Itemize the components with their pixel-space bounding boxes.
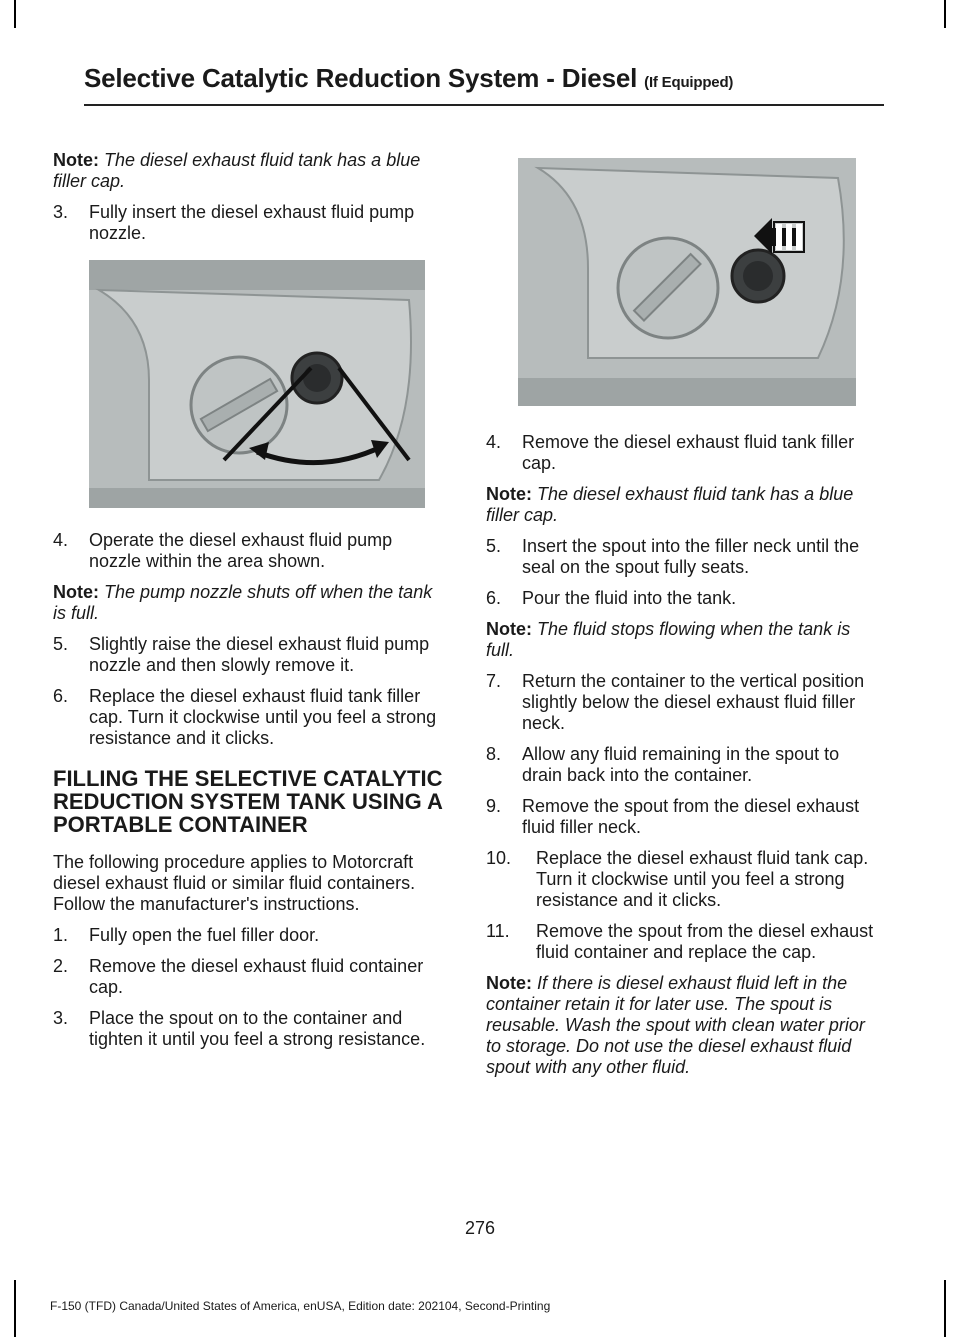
list-item: 3. Place the spout on to the container and tighten it until you feel a strong resistance. (53, 1008, 426, 1049)
list-item: 5. Insert the spout into the filler neck until the seal on the spout fully seats. (486, 536, 860, 577)
section-heading: FILLING THE SELECTIVE CATALYTIC REDUCTION SYSTEM TANK USING A PORTABLE CONTAINER (53, 766, 443, 837)
header-rule (84, 104, 884, 106)
right-column (486, 158, 882, 1088)
list-item: 6. Pour the fluid into the tank. (486, 588, 737, 608)
header-subtitle: (If Equipped) (644, 74, 734, 91)
crop-mark (944, 0, 946, 28)
crop-mark (14, 0, 16, 28)
page-header (84, 63, 884, 94)
list-item: 7. Return the container to the vertical position slightly below the diesel exhaust fluid filler neck. (486, 671, 865, 733)
note: Note: The pump nozzle shuts off when the tank is full. (53, 582, 433, 623)
list-item: 4. Operate the diesel exhaust fluid pump nozzle within the area shown. (53, 530, 393, 571)
list-item: 10. Replace the diesel exhaust fluid tank cap. Turn it clockwise until you feel a strong resistance and it clicks. (486, 848, 869, 910)
figure-pump-nozzle (89, 260, 425, 508)
list-item: 8. Allow any fluid remaining in the spout to drain back into the container. (486, 744, 840, 785)
intro-paragraph: The following procedure applies to Motorcraft diesel exhaust fluid or similar fluid containers. Follow the manufacturer's instructions. (53, 852, 416, 914)
list-item: 3. Fully insert the diesel exhaust fluid pump nozzle. (53, 202, 415, 243)
list-item: 2. Remove the diesel exhaust fluid container cap. (53, 956, 424, 997)
note: Note: The diesel exhaust fluid tank has a blue filler cap. (53, 150, 421, 191)
list-item: 1. Fully open the fuel filler door. (53, 925, 320, 945)
note: Note: The fluid stops flowing when the tank is full. (486, 619, 851, 660)
crop-mark (14, 1280, 16, 1337)
note: Note: If there is diesel exhaust fluid left in the container retain it for later use. The spout is reusable. Wash the spout with clean water prior to storage. Do not use the diesel exhaust fluid spout with any other fluid. (486, 973, 865, 1077)
list-item: 11. Remove the spout from the diesel exhaust fluid container and replace the cap. (486, 921, 874, 962)
page-number: 276 (464, 1218, 496, 1238)
fuel-filler-illustration (89, 260, 425, 508)
header-title: Selective Catalytic Reduction System - Diesel (84, 63, 638, 93)
note: Note: The diesel exhaust fluid tank has a blue filler cap. (486, 484, 854, 525)
footer-text: F-150 (TFD) Canada/United States of America, enUSA, Edition date: 202104, Second-Printing (50, 1299, 551, 1313)
filler-cap-illustration (518, 158, 856, 406)
crop-mark (944, 1280, 946, 1337)
figure-remove-cap (518, 158, 856, 406)
list-item: 6. Replace the diesel exhaust fluid tank filler cap. Turn it clockwise until you feel a strong resistance and it clicks. (53, 686, 437, 748)
left-column (53, 150, 449, 1060)
list-item: 5. Slightly raise the diesel exhaust fluid pump nozzle and then slowly remove it. (53, 634, 430, 675)
list-item: 4. Remove the diesel exhaust fluid tank filler cap. (486, 432, 855, 473)
list-item: 9. Remove the spout from the diesel exhaust fluid filler neck. (486, 796, 860, 837)
